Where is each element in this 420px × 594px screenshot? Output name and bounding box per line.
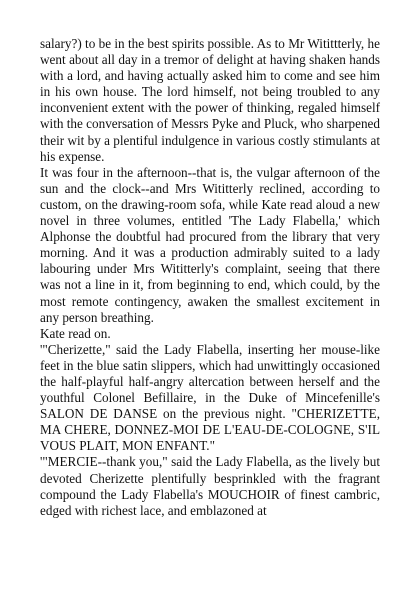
paragraph-5: '"MERCIE--thank you," said the Lady Flabella, as the lively but devoted Cherizette plentifully besprinkled with the fragrant compound the Lady Flabella's MOUCHOIR of finest cambric, edged with richest lace, and emblazoned at [40,454,380,518]
paragraph-1: salary?) to be in the best spirits possible. As to Mr Witittterly, he went about all day in a tremor of delight at having shaken hands with a lord, and having actually asked him to come and see him in his own house. The lord himself, not being troubled to any inconvenient extent with the power of thinking, regaled himself with the conversation of Messrs Pyke and Pluck, who sharpened their wit by a plentiful indulgence in various costly stimulants at his expense. [40,36,380,164]
page-text [40,36,380,519]
paragraph-2: It was four in the afternoon--that is, the vulgar afternoon of the sun and the clock--and Mrs Wititterly reclined, according to custom, on the drawing-room sofa, while Kate read aloud a new novel in three volumes, entitled 'The Lady Flabella,' which Alphonse the doubtful had procured from the library that very morning. And it was a production admirably suited to a lady labouring under Mrs Wititterly's complaint, seeing that there was not a line in it, from beginning to end, which could, by the most remote contingency, awaken the smallest excitement in any person breathing. [40,164,380,325]
paragraph-4: '"Cherizette," said the Lady Flabella, inserting her mouse-like feet in the blue satin slippers, which had unwittingly occasioned the half-playful half-angry altercation between herself and the youthful Colonel Befillaire, in the Duke of Mincefenille's SALON DE DANSE on the previous night. "CHERIZETTE, MA CHERE, DONNEZ-MOI DE L'EAU-DE-COLOGNE, S'IL VOUS PLAIT, MON ENFANT." [40,341,380,454]
paragraph-3: Kate read on. [40,325,111,341]
